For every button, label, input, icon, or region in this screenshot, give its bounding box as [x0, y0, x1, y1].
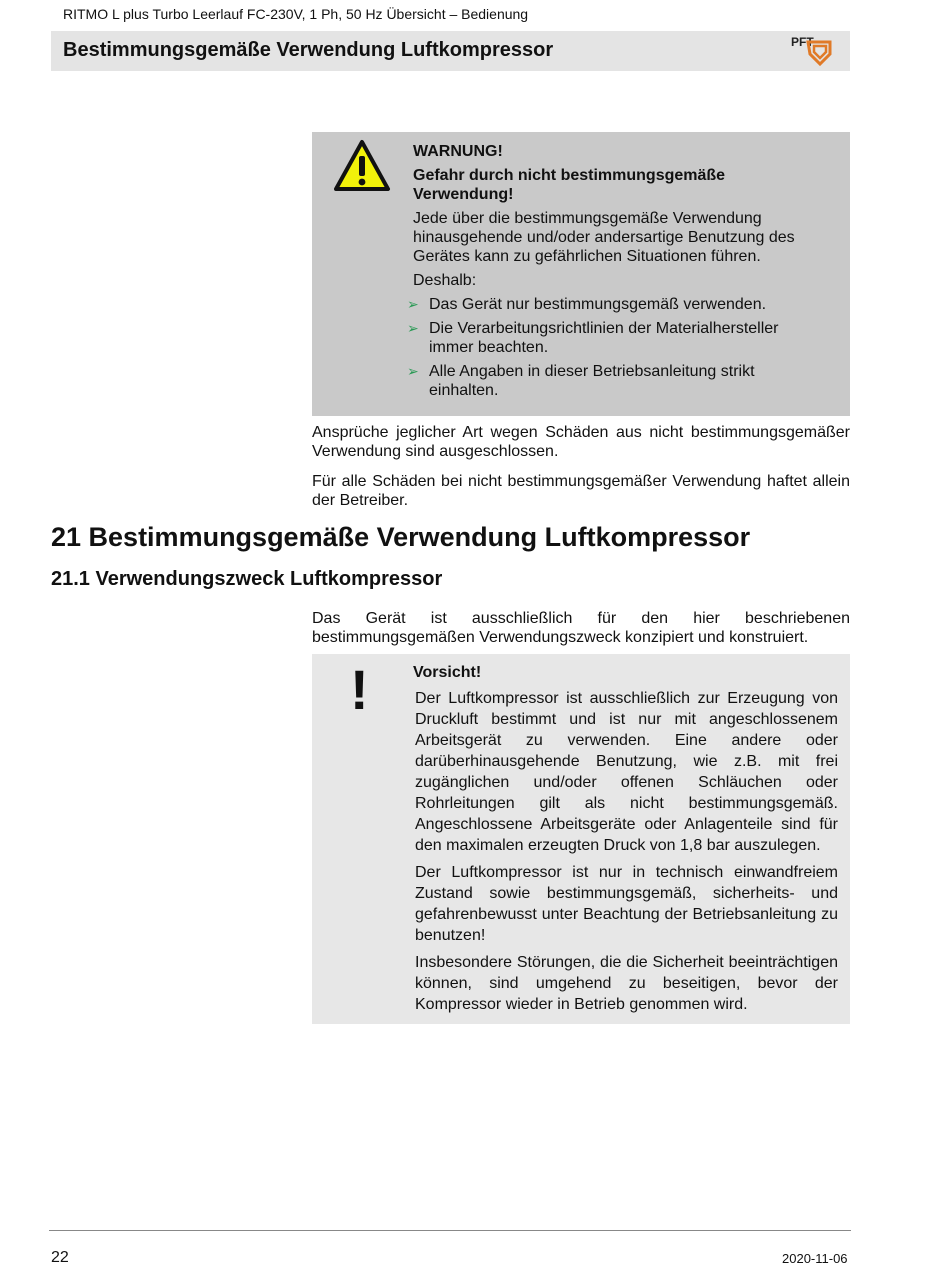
warning-list: [407, 295, 823, 400]
list-item: ➢ Die Verarbeitungsrichtlinien der Materialhersteller immer beachten.: [407, 320, 779, 356]
pft-logo: [790, 34, 838, 70]
caution-title: Vorsicht!: [413, 664, 482, 681]
warning-title: WARNUNG!: [413, 143, 503, 160]
caution-paragraph: Der Luftkompressor ist nur in technisch einwandfreiem Zustand sowie bestimmungsgemäß, sicherheits- und gefahrenbewusst unter Beachtung der Betriebsanleitung zu benutzen!: [415, 864, 838, 944]
document-header-line: RITMO L plus Turbo Leerlauf FC-230V, 1 Ph, 50 Hz Übersicht – Bedienung: [63, 6, 529, 22]
page-number: 22: [51, 1249, 69, 1266]
warning-box: [312, 132, 850, 416]
arrow-bullet-icon: ➢: [407, 296, 419, 312]
claims-paragraph: Ansprüche jeglicher Art wegen Schäden aus nicht bestimmungsgemäßer Verwendung sind ausgeschlossen.: [312, 424, 850, 460]
caution-text: [415, 688, 838, 1021]
caution-paragraph: Der Luftkompressor ist ausschließlich zur Erzeugung von Druckluft bestimmt und ist nur mit angeschlossenem Arbeitsgerät zu verwenden. Eine andere oder darüberhinausgehende Benutzung, wie z.B. mit frei zugänglichen und/oder offenen Schläuchen oder Rohrleitungen gilt als nicht bestimmungsgemäß. Angeschlossene Arbeitsgeräte oder Anlagenteile sind für den maximalen erzeugten Druck von 1,8 bar auszulegen.: [415, 690, 838, 854]
liability-paragraph: Für alle Schäden bei nicht bestimmungsgemäßer Verwendung haftet allein der Betreiber.: [312, 473, 850, 509]
arrow-bullet-icon: ➢: [407, 320, 419, 336]
banner-title: Bestimmungsgemäße Verwendung Luftkompressor: [63, 39, 554, 61]
warning-body: Jede über die bestimmungsgemäße Verwendung hinausgehende und/oder andersartige Benutzung des Gerätes kann zu gefährlichen Situationen führen.: [413, 210, 795, 265]
section-banner: [51, 31, 850, 71]
document-date: 2020-11-06: [782, 1251, 848, 1266]
arrow-bullet-icon: ➢: [407, 363, 419, 379]
section-heading: 21 Bestimmungsgemäße Verwendung Luftkompressor: [51, 522, 751, 552]
list-item: ➢ Das Gerät nur bestimmungsgemäß verwenden.: [407, 296, 767, 313]
warning-triangle-icon: [333, 139, 391, 193]
logo-text: PFT: [791, 35, 814, 49]
warning-subtitle: Gefahr durch nicht bestimmungsgemäße Verwendung!: [413, 167, 726, 203]
footer-divider: [49, 1230, 851, 1231]
caution-paragraph: Insbesondere Störungen, die die Sicherheit beeinträchtigen können, sind umgehend zu beseitigen, bevor der Kompressor wieder in Betrieb genommen wird.: [415, 954, 838, 1013]
intro-paragraph: Das Gerät ist ausschließlich für den hier beschriebenen bestimmungsgemäßen Verwendungszweck konzipiert und konstruiert.: [312, 610, 850, 646]
caution-box: [312, 654, 850, 1024]
warning-text: [407, 142, 823, 405]
warning-lead: Deshalb:: [413, 272, 477, 289]
exclamation-icon: !: [350, 658, 369, 721]
list-item: ➢ Alle Angaben in dieser Betriebsanleitung strikt einhalten.: [407, 363, 755, 399]
subsection-heading: 21.1 Verwendungszweck Luftkompressor: [51, 568, 443, 590]
